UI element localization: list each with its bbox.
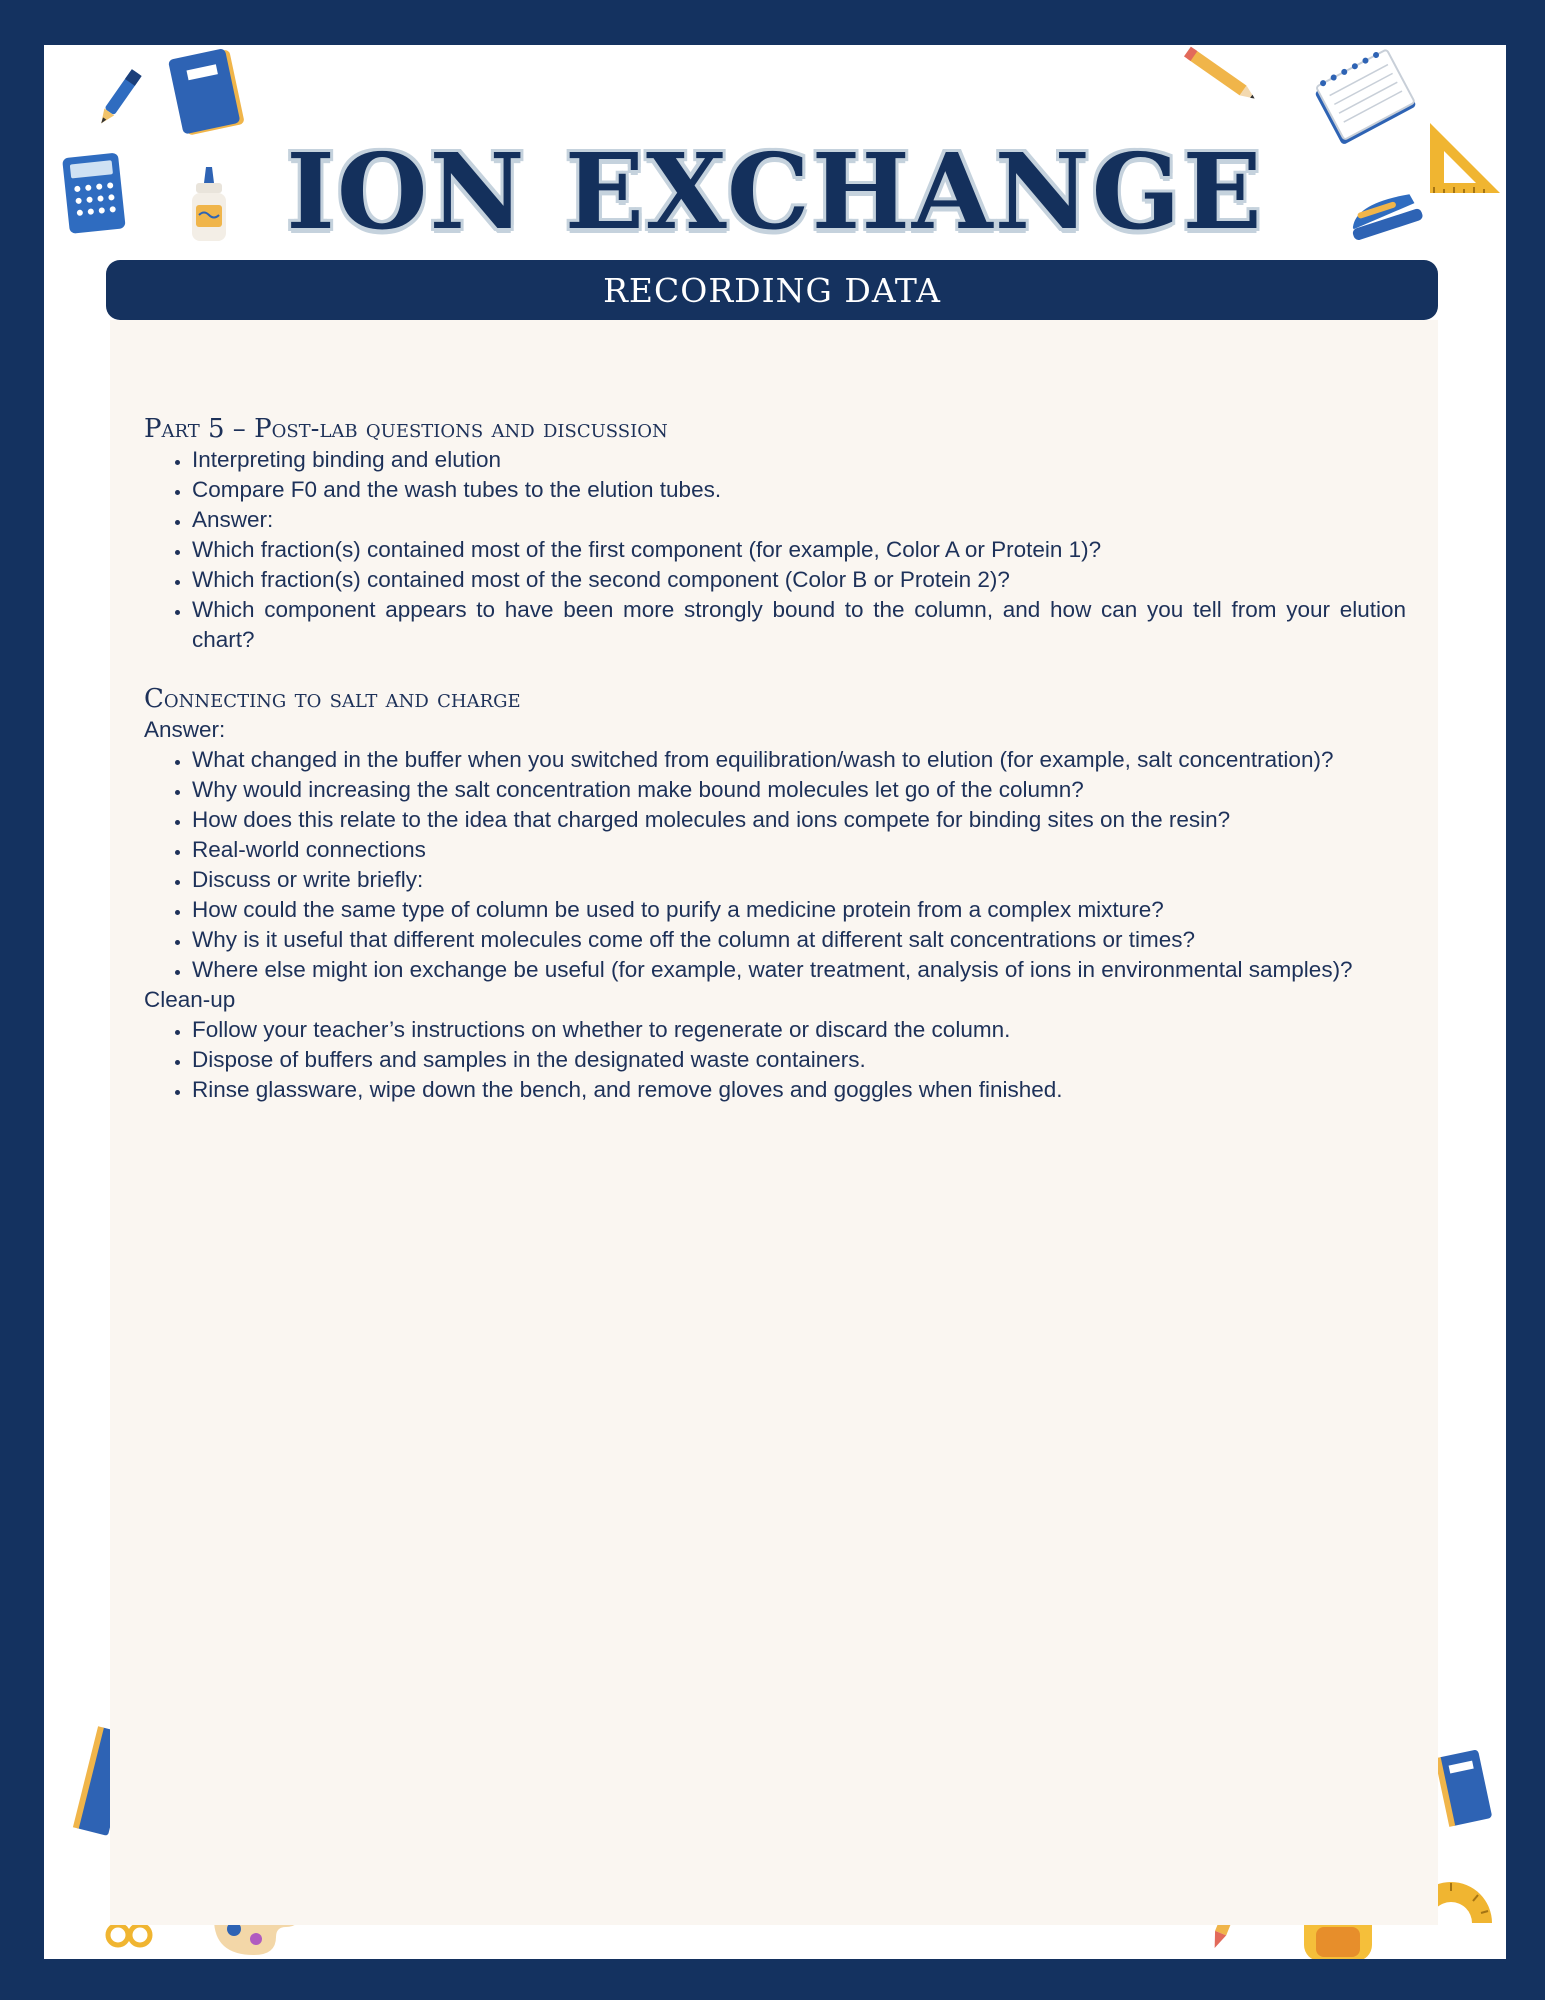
section-banner [106, 260, 1438, 320]
list-item: • Why would increasing the salt concentration make bound molecules let go of the column? [192, 775, 1406, 805]
list-item: • Compare F0 and the wash tubes to the elution tubes. [192, 475, 1406, 505]
salt-charge-heading: Connecting to salt and charge [144, 684, 521, 714]
cleanup-list [144, 1015, 1406, 1105]
list-item: • How does this relate to the idea that charged molecules and ions compete for binding sites on the resin? [192, 805, 1406, 835]
worksheet-page [44, 45, 1506, 1959]
list-item: • Interpreting binding and elution [192, 445, 1406, 475]
content-text [144, 413, 1406, 1105]
list-item: • Real-world connections [192, 835, 1406, 865]
list-item: • Which fraction(s) contained most of the second component (Color B or Protein 2)? [192, 565, 1406, 595]
list-item: • Rinse glassware, wipe down the bench, and remove gloves and goggles when finished. [192, 1075, 1406, 1105]
list-item: • Answer: [192, 505, 1406, 535]
list-item: • Discuss or write briefly: [192, 865, 1406, 895]
answer-label: Answer: [144, 717, 226, 742]
list-item: • Which component appears to have been more strongly bound to the column, and how can you tell from your elution chart? [192, 595, 1406, 655]
list-item: • Follow your teacher’s instructions on whether to regenerate or discard the column. [192, 1015, 1406, 1045]
salt-charge-list [144, 745, 1406, 985]
part5-list [144, 445, 1406, 655]
pen-icon [89, 63, 149, 133]
book-icon [1434, 1745, 1494, 1835]
list-item: • Which fraction(s) contained most of the first component (for example, Color A or Protein 1)? [192, 535, 1406, 565]
list-item: • Dispose of buffers and samples in the designated waste containers. [192, 1045, 1406, 1075]
cleanup-label: Clean-up [144, 987, 236, 1012]
section-banner-label: RECORDING DATA [603, 270, 941, 310]
list-item: • Where else might ion exchange be useful (for example, water treatment, analysis of ions in environmental samples)? [192, 955, 1406, 985]
pencil-icon [1176, 45, 1266, 105]
list-item: • How could the same type of column be used to purify a medicine protein from a complex mixture? [192, 895, 1406, 925]
list-item: • What changed in the buffer when you switched from equilibration/wash to elution (for example, salt concentration)? [192, 745, 1406, 775]
list-item: • Why is it useful that different molecules come off the column at different salt concentrations or times? [192, 925, 1406, 955]
content-panel [110, 320, 1438, 1925]
page-title: ION EXCHANGE [286, 130, 1264, 253]
part5-heading: Part 5 – Post-lab questions and discussion [144, 414, 668, 444]
